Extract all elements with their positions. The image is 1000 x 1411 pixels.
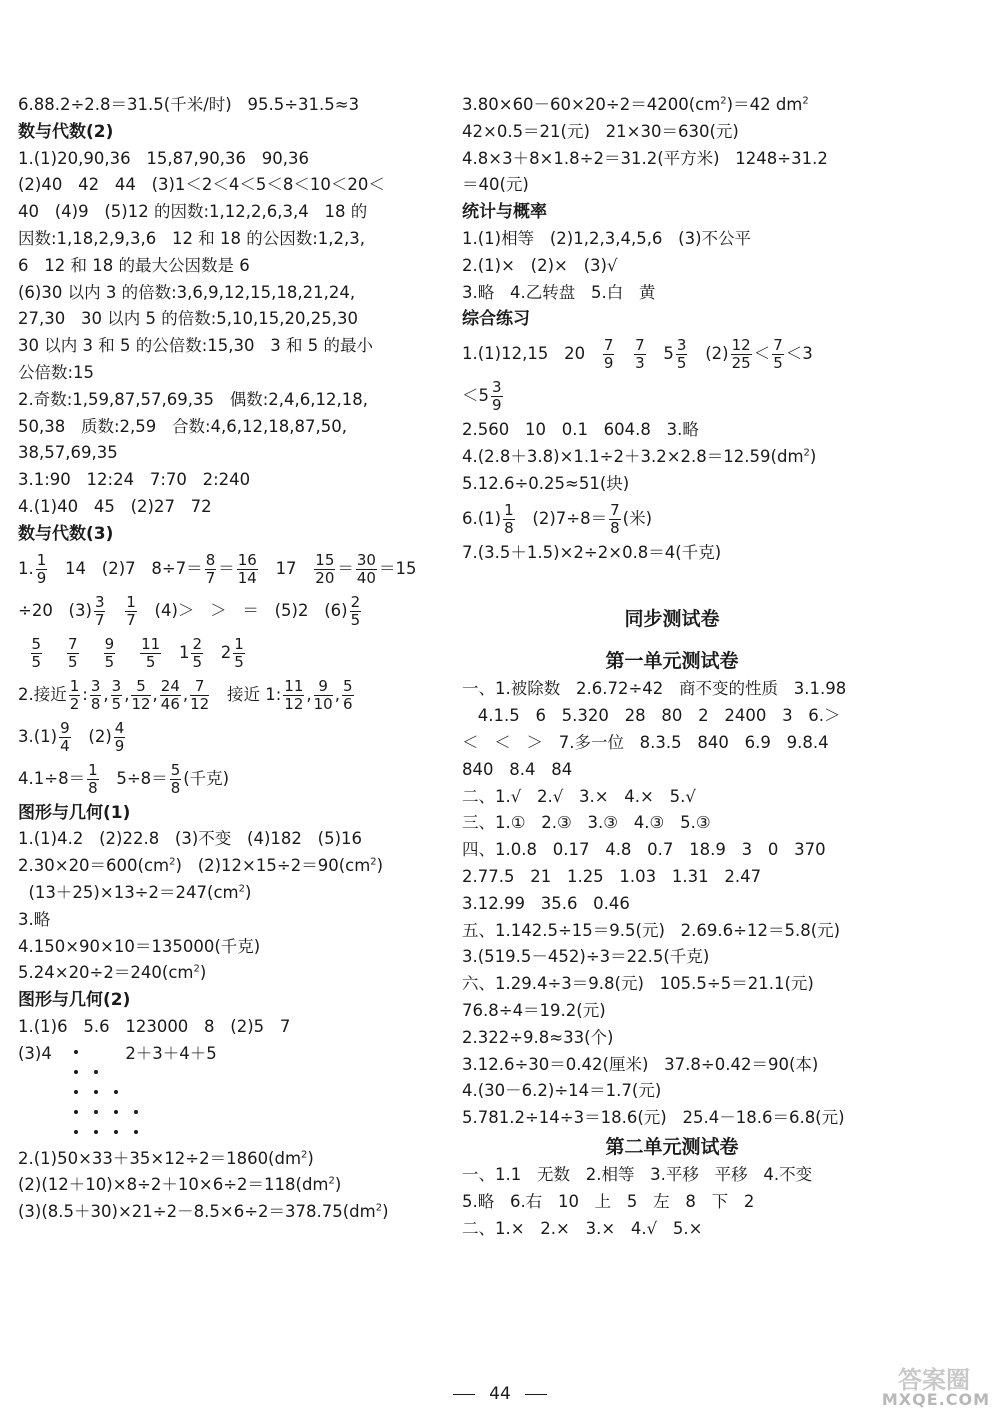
answer-line: 公倍数:15 (18, 362, 95, 382)
unit-title: 第一单元测试卷 (605, 650, 739, 673)
answer-line: 6.88.2÷2.8＝31.5(千米/时) 95.5÷31.5≈3 (18, 95, 360, 114)
answer-line: 六、1.29.4÷3＝9.8(元) 105.5÷5＝21.1(元) (462, 974, 814, 994)
fraction: $\frac{4}{9}$ (114, 718, 125, 755)
answer-line: 27,30 30 以内 5 的倍数:5,10,15,20,25,30 (18, 309, 358, 329)
answer-line: 30 以内 3 和 5 的公倍数:15,30 3 和 5 的最小 (18, 336, 373, 356)
fraction-line: 1. $\frac{1}{9}$ 14 (2)7 8÷7＝ $\frac{8}{7}$ ＝ $\frac{16}{14}$ 17 $\frac{15}{20}$ ＝ $\frac{30}{40}$ ＝15 (18, 550, 417, 587)
answer-line: 840 8.4 84 (462, 759, 573, 779)
answer-line: 1.(1)相等 (2)1,2,3,4,5,6 (3)不公平 (462, 228, 752, 248)
fraction: $\frac{9}{5}$ (104, 634, 115, 671)
fraction: $\frac{7}{9}$ (603, 336, 614, 373)
answer-line: $2.30\times 20=600(cm^2)$ $(2)12\times 15\div 2=90(cm^2)$ (18, 856, 384, 876)
answer-line: 38,57,69,35 (18, 443, 118, 463)
fraction: $\frac{11}{12}$ (284, 676, 304, 713)
fraction-line: $\frac{5}{5}$ $\frac{7}{5}$ $\frac{9}{5}$ $\frac{11}{5}$ 1 $\frac{2}{5}$ 2 $\frac{1}{5}$ (31, 634, 244, 671)
part-title: 同步测试卷 (624, 608, 720, 631)
answer-line: 2.77.5 21 1.25 1.03 1.31 2.47 (462, 866, 762, 886)
fraction: $\frac{24}{46}$ (160, 676, 180, 713)
fraction: $\frac{1}{7}$ (126, 592, 136, 629)
answer-line: 40 (4)9 (5)12 的因数:1,12,2,6,3,4 18 的 (18, 202, 368, 222)
page-number: 44 (0, 1384, 1000, 1404)
answer-line: 五、1.142.5÷15＝9.5(元) 2.69.6÷12＝5.8(元) (462, 920, 841, 940)
answer-line: $2.(1)50\times 33+35\times 12\div 2=1860(dm^2)$ (18, 1148, 314, 1168)
dot (74, 1070, 78, 1074)
section-heading: 综合练习 (462, 309, 530, 330)
answer-line: 4.(30－6.2)÷14＝1.7(元) (462, 1081, 662, 1101)
fraction: $\frac{15}{20}$ (315, 550, 335, 587)
answer-line: 3.12.6÷30＝0.42(厘米) 37.8÷0.42＝90(本) (462, 1054, 819, 1074)
answer-line: 二、1.× 2.× 3.× 4.√ 5.× (462, 1218, 703, 1238)
dot-triangle-figure (18, 1068, 428, 1146)
section-heading: 数与代数(3) (18, 523, 114, 544)
fraction: $\frac{2}{5}$ (350, 592, 361, 629)
fraction: $\frac{3}{5}$ (111, 676, 122, 713)
answer-line: $5.24\times 20\div 2=240(cm^2)$ (18, 963, 207, 983)
fraction: $\frac{8}{7}$ (205, 550, 216, 587)
answer-line: 5.略 6.右 10 上 5 左 8 下 2 (462, 1191, 755, 1211)
dot (114, 1090, 118, 1094)
answer-line: 1.(1)4.2 (2)22.8 (3)不变 (4)182 (5)16 (18, 829, 363, 849)
answer-line: (3)4 2＋3＋4＋5 (18, 1043, 217, 1063)
answer-line: 3.(519.5－452)÷3＝22.5(千克) (462, 947, 710, 967)
answer-line: 50,38 质数:2,59 合数:4,6,12,18,87,50, (18, 416, 348, 436)
fraction: $\frac{9}{10}$ (313, 676, 333, 713)
dot (134, 1130, 138, 1134)
section-heading: 统计与概率 (462, 202, 547, 223)
fraction-line: 2.接近 $\frac{1}{2}$ : $\frac{3}{8}$ , $\frac{3}{5}$ , $\frac{5}{12}$ , $\frac{24}{46}$ , $\frac{7}{12}$ 接近 1: $\frac{11}{12}$ , $\frac{9}{10}$ , $\frac{5}{6}$ (18, 676, 353, 713)
answer-line: 4.1.5 6 5.320 28 80 2 2400 3 6.＞ (462, 706, 841, 726)
answer-line: ＝40(元) (462, 175, 529, 195)
answer-line: (2)40 42 44 (3)1＜2＜4＜5＜8＜10＜20＜ (18, 175, 385, 195)
dot (74, 1090, 78, 1094)
fraction: $\frac{1}{9}$ (36, 550, 47, 587)
answer-line: 3.略 (18, 909, 51, 929)
answer-line: 5.12.6÷0.25≈51(块) (462, 473, 630, 493)
unit-title: 第二单元测试卷 (605, 1135, 739, 1158)
dot (74, 1130, 78, 1134)
dot (94, 1130, 98, 1134)
answer-line: 1.(1)6 5.6 123000 8 (2)5 7 (18, 1016, 291, 1036)
answer-line: 3.略 4.乙转盘 5.白 黄 (462, 282, 656, 302)
right-column (462, 92, 882, 1242)
fraction: $\frac{7}{5}$ (773, 336, 783, 373)
fraction: $\frac{5}{6}$ (342, 676, 353, 713)
dot (114, 1110, 118, 1114)
fraction: $\frac{1}{2}$ (69, 676, 80, 713)
fraction: $\frac{5}{12}$ (131, 676, 151, 713)
answer-line: 一、1.被除数 2.6.72÷42 商不变的性质 3.1.98 (462, 679, 847, 699)
answer-line: 4.150×90×10＝135000(千克) (18, 936, 261, 956)
fraction-line: 3.(1) $\frac{9}{4}$ (2) $\frac{4}{9}$ (18, 718, 125, 755)
watermark-site: MXQE.COM (881, 1390, 990, 1409)
dot (94, 1090, 98, 1094)
dot (94, 1110, 98, 1114)
fraction: $\frac{5}{5}$ (31, 634, 42, 671)
section-heading: 数与代数(2) (18, 121, 114, 142)
answer-line: 76.8÷4＝19.2(元) (462, 1000, 606, 1020)
fraction: $\frac{12}{25}$ (731, 336, 751, 373)
fraction: $\frac{11}{5}$ (141, 634, 161, 671)
fraction-line: ＜5 $\frac{3}{9}$ (462, 378, 502, 415)
answer-line: 7.(3.5＋1.5)×2÷2×0.8＝4(千克) (462, 542, 722, 562)
fraction-line: 4.1÷8＝ $\frac{1}{8}$ 5÷8＝ $\frac{5}{8}$ (千克) (18, 760, 230, 797)
fraction-line: ÷20 (3) $\frac{3}{7}$ $\frac{1}{7}$ (4)＞ ＞ ＝ (5)2 (6) $\frac{2}{5}$ (18, 592, 361, 629)
answer-line: 42×0.5＝21(元) 21×30＝630(元) (462, 121, 739, 141)
answer-line: 6 12 和 18 的最大公因数是 6 (18, 255, 250, 275)
fraction: $\frac{2}{5}$ (192, 634, 202, 671)
fraction: $\frac{30}{40}$ (356, 550, 376, 587)
answer-line: 2.560 10 0.1 604.8 3.略 (462, 420, 699, 440)
dot (74, 1050, 78, 1054)
answer-line: 四、1.0.8 0.17 4.8 0.7 18.9 3 0 370 (462, 840, 826, 860)
answer-line: 2.322÷9.8≈33(个) (462, 1027, 614, 1047)
fraction: $\frac{1}{5}$ (234, 634, 244, 671)
answer-line: 2.(1)× (2)× (3)√ (462, 255, 618, 275)
watermark-logo: 答案圈 (898, 1366, 970, 1394)
fraction: $\frac{3}{7}$ (94, 592, 105, 629)
answer-line: 5.781.2÷14÷3＝18.6(元) 25.4－18.6＝6.8(元) (462, 1108, 845, 1128)
answer-line: 4.(1)40 45 (2)27 72 (18, 496, 212, 516)
answer-line: ＜ ＜ ＞ 7.多一位 8.3.5 840 6.9 9.8.4 (462, 732, 829, 752)
answer-line: 因数:1,18,2,9,3,6 12 和 18 的公因数:1,2,3, (18, 228, 366, 248)
fraction: $\frac{5}{8}$ (170, 760, 181, 797)
fraction: $\frac{9}{4}$ (60, 718, 70, 755)
answer-line: 2.奇数:1,59,87,57,69,35 偶数:2,4,6,12,18, (18, 389, 369, 409)
fraction: $\frac{7}{5}$ (68, 634, 78, 671)
section-heading: 图形与几何(2) (18, 990, 131, 1011)
answer-line: 二、1.√ 2.√ 3.× 4.× 5.√ (462, 786, 696, 806)
fraction-line: 1.(1)12,15 20 $\frac{7}{9}$ $\frac{7}{3}$ 5 $\frac{3}{5}$ (2) $\frac{12}{25}$ ＜ $\frac{7}{5}$ ＜3 (462, 336, 813, 373)
fraction: $\frac{1}{8}$ (88, 760, 98, 797)
fraction: $\frac{3}{5}$ (676, 336, 687, 373)
fraction: $\frac{3}{8}$ (90, 676, 101, 713)
answer-line: 3.12.99 35.6 0.46 (462, 893, 630, 913)
answer-line: (6)30 以内 3 的倍数:3,6,9,12,15,18,21,24, (18, 282, 356, 302)
section-heading: 图形与几何(1) (18, 802, 131, 823)
dot (74, 1110, 78, 1114)
fraction: $\frac{7}{3}$ (635, 336, 645, 373)
answer-line: $(3)(8.5+30)\times 21\div 2-8.5\times 6\div 2=378.75(dm^2)$ (18, 1202, 389, 1222)
left-column (18, 92, 428, 1226)
answer-line: 三、1.① 2.③ 3.③ 4.③ 5.③ (462, 813, 711, 833)
answer-line: $(13+25)\times 13\div 2=247(cm^2)$ (28, 882, 252, 902)
fraction: $\frac{1}{8}$ (504, 500, 514, 537)
answer-line: 3.1:90 12:24 7:70 2:240 (18, 470, 251, 490)
answer-line: 1.(1)20,90,36 15,87,90,36 90,36 (18, 148, 310, 168)
fraction-line: 6.(1) $\frac{1}{8}$ (2)7÷8＝ $\frac{7}{8}$ (米) (462, 500, 653, 537)
answer-line: 一、1.1 无数 2.相等 3.平移 平移 4.不变 (462, 1164, 813, 1184)
fraction: $\frac{3}{9}$ (492, 378, 502, 415)
dot (134, 1110, 138, 1114)
dot (114, 1130, 118, 1134)
answer-line: $(2)(12+10)\times 8\div 2+10\times 6\div 2=118(dm^2)$ (18, 1175, 342, 1195)
fraction: $\frac{7}{8}$ (610, 500, 620, 537)
fraction: $\frac{7}{12}$ (190, 676, 210, 713)
answer-line: $3.80\times 60-60\times 20\div 2=4200(cm^2)=42$ $dm^2$ (462, 95, 809, 114)
answer-line: $4.(2.8+3.8)\times 1.1\div 2+3.2\times 2.8=12.59(dm^2)$ (462, 446, 817, 466)
dot (94, 1070, 98, 1074)
answer-line: 4.8×3＋8×1.8÷2＝31.2(平方米) 1248÷31.2 (462, 148, 828, 168)
fraction: $\frac{16}{14}$ (237, 550, 257, 587)
